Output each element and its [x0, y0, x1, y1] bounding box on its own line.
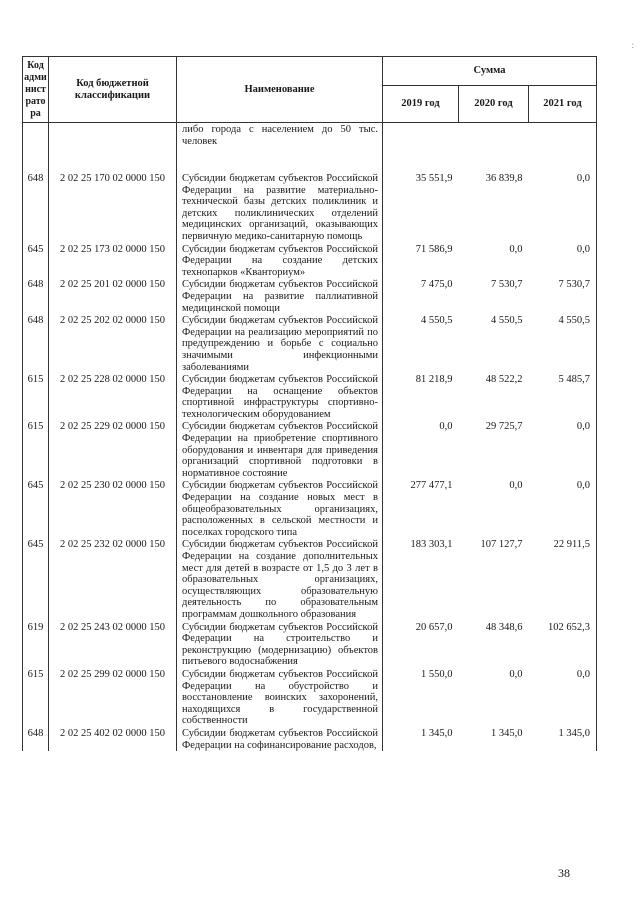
- header-name: Наименование: [177, 57, 383, 123]
- amount-2021: 22 911,5: [529, 538, 597, 620]
- admin-code: 615: [23, 668, 49, 727]
- budget-code: 2 02 25 170 02 0000 150: [49, 172, 177, 243]
- amount-2021: 4 550,5: [529, 314, 597, 373]
- item-name: Субсидии бюджетам субъектов Российской Федерации на создание новых мест в общеобразовательных организациях, расположенных в сельской местности и поселках городского типа: [177, 479, 383, 538]
- budget-code: 2 02 25 201 02 0000 150: [49, 278, 177, 314]
- amount-2021: 0,0: [529, 668, 597, 727]
- amount-2021: 1 345,0: [529, 727, 597, 751]
- table-row: [23, 479, 597, 538]
- table-row: [23, 420, 597, 479]
- table-row: [23, 668, 597, 727]
- header-year-2019: 2019 год: [383, 86, 459, 123]
- item-name: Субсидии бюджетам субъектов Российской Федерации на развитие паллиативной медицинской помощи: [177, 278, 383, 314]
- amount-2021: 0,0: [529, 479, 597, 538]
- admin-code: 645: [23, 243, 49, 279]
- table-row: [23, 621, 597, 668]
- admin-code: 648: [23, 727, 49, 751]
- amount-2019: 35 551,9: [415, 173, 453, 184]
- admin-code: 619: [23, 621, 49, 668]
- amount-2021: 0,0: [529, 243, 597, 279]
- budget-code: 2 02 25 173 02 0000 150: [49, 243, 177, 279]
- amount-2020: 36 839,8: [485, 173, 523, 184]
- item-name: Субсидии бюджетам субъектов Российской Федерации на развитие материально-технической базы детских поликлиник и детских поликлинических отделений медицинских организаций, оказывающих первичную медико-санитарную помощь: [177, 172, 383, 243]
- amount-2020: 107 127,7: [480, 539, 523, 551]
- amount-2020: 0,0: [509, 243, 523, 255]
- header-year-2020: 2020 год: [459, 86, 529, 123]
- amount-2020: 29 725,7: [485, 421, 523, 433]
- amount-2021: 7 530,7: [529, 278, 597, 314]
- budget-code: 2 02 25 243 02 0000 150: [49, 621, 177, 668]
- header-sum: Сумма: [383, 57, 597, 86]
- amount-2021: 102 652,3: [529, 621, 597, 668]
- amount-2020: 4 550,5: [491, 315, 523, 327]
- budget-code: 2 02 25 202 02 0000 150: [49, 314, 177, 373]
- amount-2019: 0,0: [439, 421, 453, 433]
- amount-2019: 1 550,0: [421, 668, 453, 680]
- amount-2021: 0,0: [529, 420, 597, 479]
- budget-code: 2 02 25 230 02 0000 150: [49, 479, 177, 538]
- admin-code: 645: [23, 479, 49, 538]
- header-year-2021: 2021 год: [529, 86, 597, 123]
- amount-2020: 0,0: [509, 480, 523, 492]
- item-name: Субсидии бюджетам субъектов Российской Федерации на софинансирование расходов,: [177, 727, 383, 751]
- table-row: [23, 172, 597, 243]
- table-row-continuation: [23, 123, 597, 173]
- table-row: [23, 538, 597, 620]
- header-admin-code: Код адми нист рато ра: [23, 57, 49, 123]
- budget-code: 2 02 25 232 02 0000 150: [49, 538, 177, 620]
- amount-2020: 0,0: [509, 668, 523, 680]
- table-header: [23, 57, 597, 123]
- table-row: [23, 243, 597, 279]
- budget-code: 2 02 25 402 02 0000 150: [49, 727, 177, 751]
- admin-code: 648: [23, 314, 49, 373]
- table-row: [23, 727, 597, 751]
- amount-2020: 48 348,6: [485, 621, 523, 633]
- budget-code: 2 02 25 229 02 0000 150: [49, 420, 177, 479]
- table-row: [23, 314, 597, 373]
- amount-2020: 7 530,7: [491, 279, 523, 291]
- budget-code: 2 02 25 299 02 0000 150: [49, 668, 177, 727]
- budget-code: 2 02 25 228 02 0000 150: [49, 373, 177, 420]
- amount-2021: 0,0: [529, 172, 597, 243]
- item-name: Субсидии бюджетам субъектов Российской Федерации на реализацию мероприятий по предупреждению и борьбе с социально значимыми инфекционными заболеваниями: [177, 314, 383, 373]
- item-name: Субсидии бюджетам субъектов Российской Федерации на создание детских технопарков «Кванториум»: [177, 243, 383, 279]
- header-budget-code: Код бюджетной классификации: [49, 57, 177, 123]
- amount-2019: 1 345,0: [421, 727, 453, 739]
- amount-2019: 20 657,0: [415, 621, 453, 633]
- item-name: Субсидии бюджетам субъектов Российской Федерации на оснащение объектов спортивной инфраструктуры спортивно-технологическим оборудованием: [177, 373, 383, 420]
- amount-2019: 7 475,0: [421, 279, 453, 291]
- admin-code: 648: [23, 278, 49, 314]
- amount-2019: 4 550,5: [421, 315, 453, 327]
- admin-code: 615: [23, 373, 49, 420]
- margin-mark: :: [631, 40, 634, 50]
- admin-code: 648: [23, 172, 49, 243]
- table-row: [23, 373, 597, 420]
- table-body: [23, 123, 597, 752]
- continuation-text: либо города с населением до 50 тыс. человек: [177, 123, 383, 173]
- amount-2019: 81 218,9: [415, 374, 453, 386]
- amount-2020: 48 522,2: [485, 374, 523, 386]
- amount-2021: 5 485,7: [529, 373, 597, 420]
- budget-table: [22, 56, 597, 751]
- item-name: Субсидии бюджетам субъектов Российской Федерации на приобретение спортивного оборудования и инвентаря для приведения организаций спортивной подготовки в нормативное состояние: [177, 420, 383, 479]
- page-number: 38: [558, 866, 570, 880]
- amount-2020: 1 345,0: [491, 727, 523, 739]
- item-name: Субсидии бюджетам субъектов Российской Федерации на строительство и реконструкцию (модернизацию) объектов питьевого водоснабжения: [177, 621, 383, 668]
- amount-2019: 71 586,9: [415, 243, 453, 255]
- amount-2019: 277 477,1: [410, 480, 453, 492]
- budget-table-page: [22, 56, 596, 751]
- item-name: Субсидии бюджетам субъектов Российской Федерации на обустройство и восстановление воинских захоронений, находящихся в государственной собственности: [177, 668, 383, 727]
- amount-2019: 183 303,1: [410, 539, 453, 551]
- item-name: Субсидии бюджетам субъектов Российской Федерации на создание дополнительных мест для детей в возрасте от 1,5 до 3 лет в образовательных организациях, осуществляющих образовательную деятельность по образовательным программам дошкольного образования: [177, 538, 383, 620]
- admin-code: 615: [23, 420, 49, 479]
- admin-code: 645: [23, 538, 49, 620]
- table-row: [23, 278, 597, 314]
